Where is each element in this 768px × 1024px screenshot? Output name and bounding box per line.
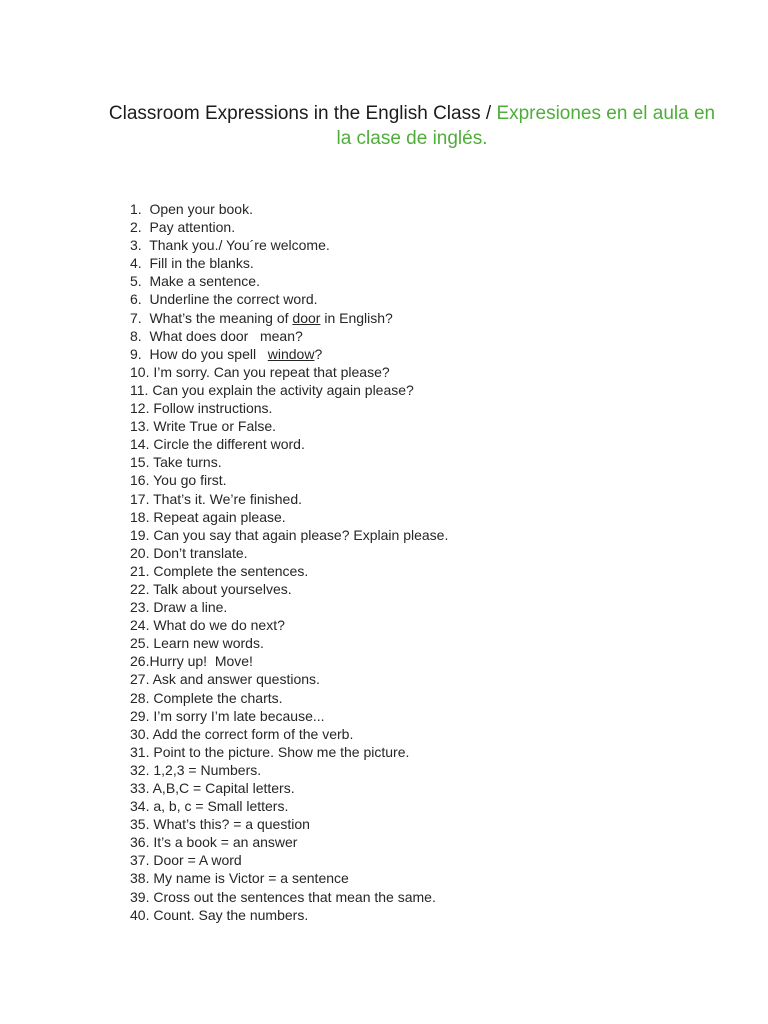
expressions-list — [130, 200, 448, 924]
list-item — [130, 417, 448, 435]
list-item — [130, 815, 448, 833]
item-text: Ask and answer questions. — [152, 671, 320, 688]
item-number: 20. — [130, 544, 150, 561]
item-text-after: in English? — [320, 309, 393, 326]
list-item — [130, 272, 448, 290]
list-item — [130, 435, 448, 453]
item-text: Can you explain the activity again please? — [152, 381, 414, 398]
list-item — [130, 471, 448, 489]
item-text: I’m sorry I’m late because... — [153, 707, 325, 724]
item-number: 22. — [130, 580, 150, 597]
item-text: Complete the sentences. — [153, 562, 309, 579]
list-item — [130, 290, 448, 308]
list-item — [130, 399, 448, 417]
item-text: What’s this? = a question — [153, 816, 310, 833]
item-text: 1,2,3 = Numbers. — [153, 761, 262, 778]
item-number: 2. — [130, 219, 142, 236]
list-item — [130, 652, 448, 670]
list-item — [130, 453, 448, 471]
list-item — [130, 218, 448, 236]
item-number: 32. — [130, 761, 150, 778]
item-text: Fill in the blanks. — [149, 255, 254, 272]
item-number: 38. — [130, 870, 150, 887]
item-text: Door = A word — [153, 852, 242, 869]
list-item — [130, 761, 448, 779]
item-text: Draw a line. — [153, 599, 228, 616]
item-text-before: What’s the meaning of — [149, 309, 293, 326]
item-text: Circle the different word. — [153, 436, 305, 453]
list-item — [130, 869, 448, 887]
item-number: 5. — [130, 273, 142, 290]
list-item — [130, 327, 448, 345]
list-item — [130, 562, 448, 580]
item-text: Make a sentence. — [149, 273, 260, 290]
item-number: 3. — [130, 237, 142, 254]
list-item — [130, 598, 448, 616]
item-number: 37. — [130, 852, 150, 869]
item-text: Take turns. — [153, 454, 222, 471]
item-number: 29. — [130, 707, 150, 724]
list-item — [130, 526, 448, 544]
item-text: Write True or False. — [153, 418, 277, 435]
item-text: Pay attention. — [149, 219, 236, 236]
item-number: 1. — [130, 201, 142, 217]
item-number: 36. — [130, 834, 150, 851]
item-number: 33. — [130, 780, 150, 796]
list-item — [130, 490, 448, 508]
item-text: What does door mean? — [149, 327, 303, 344]
item-underlined-word: window — [267, 345, 315, 362]
item-text-after: ? — [314, 345, 323, 362]
item-text-before: How do you spell — [149, 345, 268, 362]
item-text: Open your book. — [149, 201, 253, 217]
item-text: Underline the correct word. — [149, 291, 318, 308]
list-item — [130, 634, 448, 652]
item-number: 40. — [130, 906, 150, 923]
list-item — [130, 580, 448, 598]
item-number: 27. — [130, 671, 150, 688]
list-item — [130, 254, 448, 272]
item-number: 10. — [130, 363, 150, 380]
item-text: My name is Victor = a sentence — [153, 870, 349, 887]
list-item — [130, 544, 448, 562]
item-number: 14. — [130, 436, 150, 453]
list-item — [130, 236, 448, 254]
item-text: Hurry up! Move! — [149, 653, 253, 670]
item-number: 28. — [130, 689, 150, 706]
item-text: Repeat again please. — [153, 508, 286, 525]
item-number: 24. — [130, 617, 150, 634]
item-text: You go first. — [153, 472, 227, 489]
item-number: 26. — [130, 653, 150, 670]
item-number: 12. — [130, 400, 150, 417]
item-text: Learn new words. — [153, 635, 264, 652]
item-number: 35. — [130, 816, 150, 833]
list-item — [130, 689, 448, 707]
item-number: 23. — [130, 599, 150, 616]
item-number: 4. — [130, 255, 142, 272]
document-title — [100, 101, 724, 151]
item-number: 39. — [130, 888, 150, 905]
item-number: 21. — [130, 562, 150, 579]
list-item — [130, 381, 448, 399]
list-item — [130, 670, 448, 688]
item-number: 8. — [130, 327, 142, 344]
title-english: Classroom Expressions in the English Class / — [108, 103, 497, 124]
item-text: That’s it. We’re finished. — [153, 490, 302, 507]
item-text: I’m sorry. Can you repeat that please? — [153, 363, 390, 380]
item-text: What do we do next? — [153, 617, 285, 634]
item-number: 30. — [130, 725, 150, 742]
item-text: Point to the picture. Show me the picture. — [153, 743, 410, 760]
list-item — [130, 833, 448, 851]
item-text: Follow instructions. — [153, 400, 273, 417]
item-number: 31. — [130, 743, 150, 760]
item-number: 6. — [130, 291, 142, 308]
item-text: Count. Say the numbers. — [153, 906, 309, 923]
list-item — [130, 309, 448, 327]
item-number: 19. — [130, 526, 150, 543]
list-item — [130, 797, 448, 815]
list-item — [130, 363, 448, 381]
item-text: Add the correct form of the verb. — [152, 725, 354, 742]
item-number: 18. — [130, 508, 150, 525]
item-text: Thank you./ You´re welcome. — [149, 237, 330, 254]
list-item — [130, 345, 448, 363]
list-item — [130, 906, 448, 924]
item-number: 17. — [130, 490, 150, 507]
item-text: Complete the charts. — [153, 689, 283, 706]
item-text: a, b, c = Small letters. — [153, 798, 289, 815]
item-number: 11. — [130, 381, 149, 398]
list-item — [130, 725, 448, 743]
item-number: 13. — [130, 418, 150, 435]
list-item — [130, 888, 448, 906]
title-spanish: Expresiones en el aula en la clase de inglés. — [336, 103, 716, 149]
item-number: 7. — [130, 309, 142, 326]
item-number: 9. — [130, 345, 142, 362]
item-number: 15. — [130, 454, 150, 471]
list-item — [130, 851, 448, 869]
item-text: A,B,C = Capital letters. — [152, 780, 295, 796]
list-item — [130, 616, 448, 634]
item-text: It’s a book = an answer — [153, 834, 298, 851]
item-text: Talk about yourselves. — [153, 580, 292, 597]
list-item — [130, 508, 448, 526]
item-text: Can you say that again please? Explain please. — [153, 526, 449, 543]
list-item — [130, 707, 448, 725]
item-number: 34. — [130, 798, 150, 815]
item-text: Don’t translate. — [153, 544, 248, 561]
item-number: 16. — [130, 472, 150, 489]
item-number: 25. — [130, 635, 150, 652]
list-item — [130, 743, 448, 761]
list-item — [130, 200, 448, 218]
item-text: Cross out the sentences that mean the same. — [153, 888, 436, 905]
item-underlined-word: door — [292, 309, 321, 326]
list-item — [130, 779, 448, 797]
